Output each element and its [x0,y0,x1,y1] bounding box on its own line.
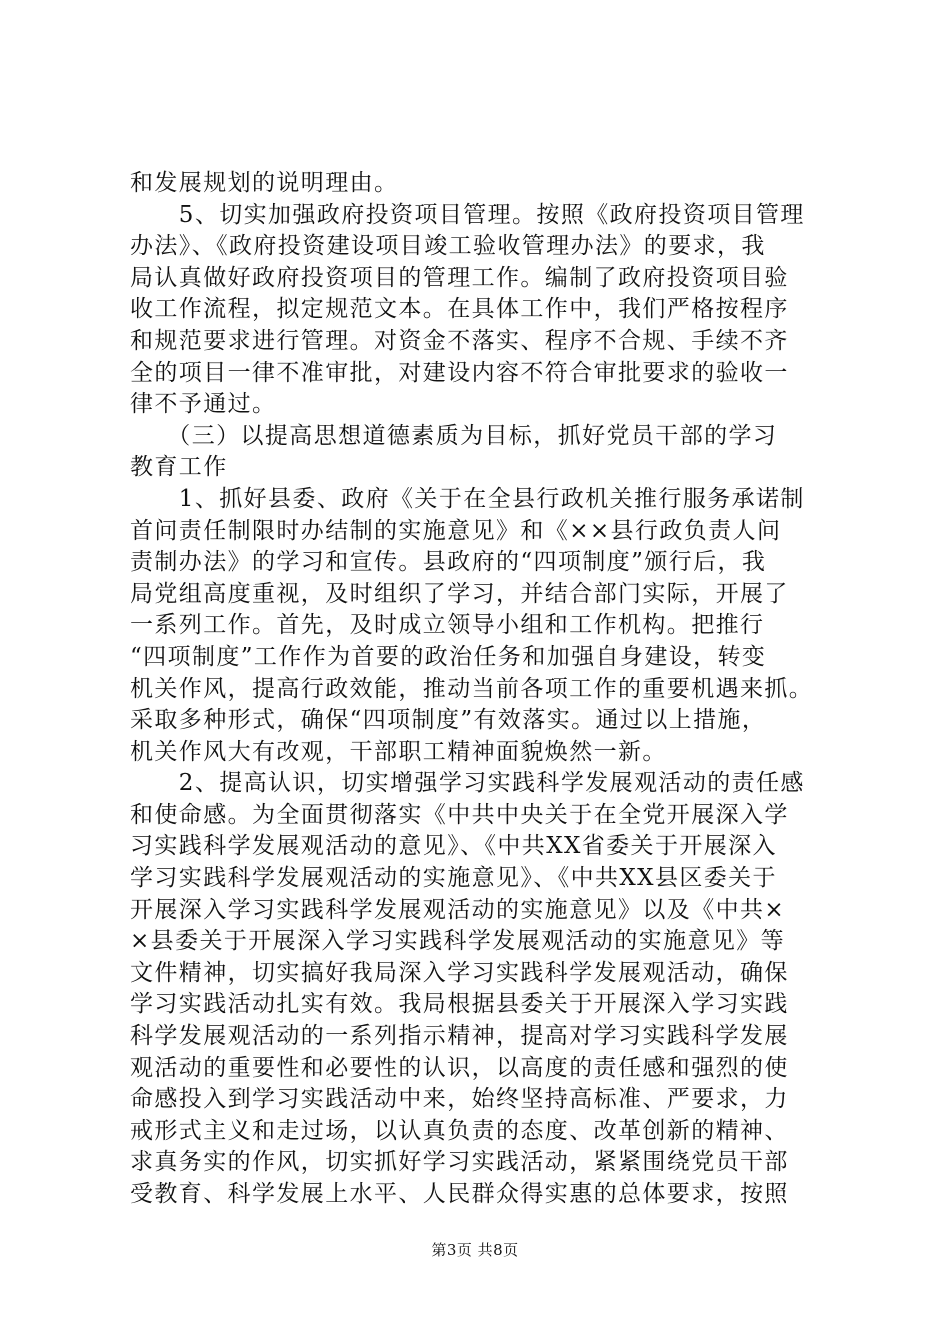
text-line: 教育工作 [130,454,228,481]
text-line: 采取多种形式，确保“四项制度”有效落实。通过以上措施， [130,707,767,734]
text-line: 命感投入到学习实践活动中来，始终坚持高标准、严要求，力 [130,1086,789,1113]
text-line: 1、抓好县委、政府《关于在全县行政机关推行服务承诺制 [130,485,805,512]
text-line: 责制办法》的学习和宣传。县政府的“四项制度”颁行后，我 [130,549,767,576]
text-line: 机关作风，提高行政效能，推动当前各项工作的重要机遇来抓。 [130,675,814,702]
page-number-footer: 第3页 共8页 [431,1241,519,1259]
text-line: （三）以提高思想道德素质为目标，抓好党员干部的学习 [130,422,778,449]
text-line: 和规范要求进行管理。对资金不落实、程序不合规、手续不齐 [130,327,789,354]
text-line: 受教育、科学发展上水平、人民群众得实惠的总体要求，按照 [130,1181,789,1207]
text-line: 全的项目一律不准审批，对建设内容不符合审批要求的验收一 [130,359,789,386]
text-line: 律不予通过。 [130,391,277,418]
text-line: 观活动的重要性和必要性的认识，以高度的责任感和强烈的使 [130,1054,789,1081]
text-line: 习实践科学发展观活动的意见》、《中共XX省委关于开展深入 [130,833,777,860]
text-line: “四项制度”工作作为首要的政治任务和加强自身建设，转变 [130,643,767,670]
text-line: 和使命感。为全面贯彻落实《中共中央关于在全党开展深入学 [130,801,789,828]
text-line: 学习实践活动扎实有效。我局根据县委关于开展深入学习实践 [130,991,789,1018]
text-line: 局认真做好政府投资项目的管理工作。编制了政府投资项目验 [130,264,789,291]
text-line: 戒形式主义和走过场，以认真负责的态度、改革创新的精神、 [130,1117,789,1144]
text-line: 学习实践科学发展观活动的实施意见》、《中共XX县区委关于 [130,865,777,892]
text-line: 首问责任制限时办结制的实施意见》和《××县行政负责人问 [130,517,782,544]
text-line: 收工作流程，拟定规范文本。在具体工作中，我们严格按程序 [130,296,789,323]
text-line: ×县委关于开展深入学习实践科学发展观活动的实施意见》等 [130,928,786,955]
text-line: 5、切实加强政府投资项目管理。按照《政府投资项目管理 [130,201,805,228]
text-line: 机关作风大有改观，干部职工精神面貌焕然一新。 [130,738,667,765]
text-line: 科学发展观活动的一系列指示精神，提高对学习实践科学发展 [130,1023,789,1050]
text-line: 开展深入学习实践科学发展观活动的实施意见》以及《中共× [130,896,786,923]
text-line: 和发展规划的说明理由。 [130,170,399,196]
text-line: 求真务实的作风，切实抓好学习实践活动，紧紧围绕党员干部 [130,1149,789,1176]
document-body [130,168,830,1211]
text-line: 局党组高度重视，及时组织了学习，并结合部门实际，开展了 [130,580,789,607]
text-line: 2、提高认识，切实增强学习实践科学发展观活动的责任感 [130,770,805,797]
text-line: 文件精神，切实搞好我局深入学习实践科学发展观活动，确保 [130,959,789,986]
text-line: 办法》、《政府投资建设项目竣工验收管理办法》的要求，我 [130,233,766,260]
text-line: 一系列工作。首先，及时成立领导小组和工作机构。把推行 [130,612,765,639]
